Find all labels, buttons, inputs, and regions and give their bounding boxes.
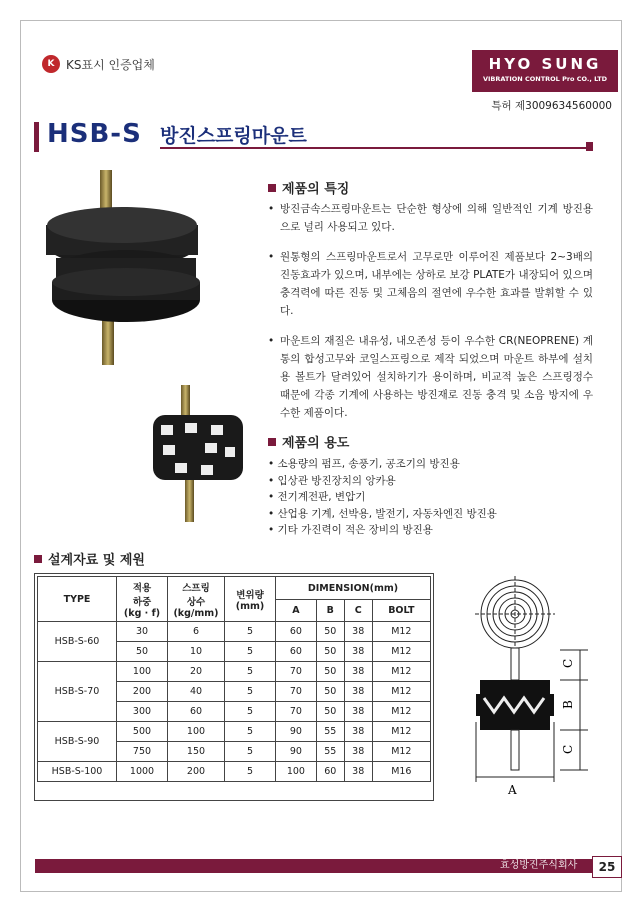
table-cell: 38 [344,702,372,722]
dimension-c-top: C [561,658,575,668]
table-cell: 20 [168,662,225,682]
uses-heading-text: 제품의 용도 [282,436,350,451]
col-disp [225,577,276,622]
table-cell: 50 [316,682,344,702]
dimension-c-bottom: C [561,744,575,754]
list-item: • 기타 가진력이 적은 장비의 방진용 [268,522,497,539]
page-number: 25 [592,856,622,878]
table-cell: M12 [372,722,430,742]
brand-subtitle: VIBRATION CONTROL Pro CO., LTD [482,75,608,83]
footer-company: 효성방진주식회사 [500,860,578,871]
title-underline [160,147,590,149]
dimension-b: B [561,700,575,709]
spec-heading-text: 설계자료 및 제원 [48,553,145,568]
table-cell: 50 [316,662,344,682]
type-cell: HSB-S-90 [38,722,117,762]
table-cell: 500 [117,722,168,742]
list-item: • 산업용 기계, 선박용, 발전기, 자동차엔진 방진용 [268,506,497,523]
disp-line-2: (mm) [235,600,265,612]
col-type: TYPE [38,577,117,622]
table-cell: 38 [344,622,372,642]
table-cell: 60 [276,642,317,662]
table-cell: 5 [225,642,276,662]
table-cell: 60 [168,702,225,722]
table-cell: 100 [276,762,317,782]
table-cell: 100 [117,662,168,682]
spring-line-3: (kg/mm) [173,607,219,619]
section-bullet-icon [268,184,276,192]
table-cell: 5 [225,622,276,642]
table-cell: 38 [344,762,372,782]
uses-heading [268,432,349,451]
technical-drawing [460,572,600,802]
ks-certification [42,55,155,73]
spec-heading [34,549,145,568]
col-load [117,577,168,622]
table-row [38,722,431,742]
table-cell: 38 [344,682,372,702]
title-line-end [586,142,593,151]
table-cell: 5 [225,762,276,782]
disp-line-1: 변위량 [236,589,264,601]
table-cell: M12 [372,642,430,662]
features-heading-text: 제품의 특징 [282,182,350,197]
load-line-3: (kg · f) [123,607,161,619]
table-cell: 5 [225,662,276,682]
table-cell: 90 [276,742,317,762]
spring-line-1: 스프링 [182,582,210,594]
table-cell: 150 [168,742,225,762]
table-cell: 5 [225,682,276,702]
product-name: 방진스프링마운트 [160,125,307,147]
table-cell: M16 [372,762,430,782]
type-cell: HSB-S-60 [38,622,117,662]
load-line-2: 하중 [132,596,152,608]
table-cell: 55 [316,722,344,742]
table-cell: 100 [168,722,225,742]
table-cell: 38 [344,662,372,682]
brand-box [472,50,618,92]
table-cell: 40 [168,682,225,702]
feature-text-2: 원통형의 스프링마운트로서 고무로만 이루어진 제품보다 2~3배의 진동효과가 있으며, 내부에는 상하로 보강 PLATE가 내장되어 있으며 충격력에 따른 진동 및 고체음의 절연에 우수한 효과를 발휘할 수 있다. [280,251,593,317]
table-cell: 1000 [117,762,168,782]
table-cell: 30 [117,622,168,642]
table-cell: 50 [316,702,344,722]
type-cell: HSB-S-70 [38,662,117,722]
list-item: • 소용량의 펌프, 송풍기, 공조기의 방진용 [268,456,497,473]
table-cell: 50 [316,622,344,642]
type-cell: HSB-S-100 [38,762,117,782]
table-cell: M12 [372,682,430,702]
table-cell: M12 [372,622,430,642]
table-cell: 60 [316,762,344,782]
table-cell: 300 [117,702,168,722]
table-cell: 200 [168,762,225,782]
list-item: • 전기계전판, 변압기 [268,489,497,506]
table-cell: 38 [344,742,372,762]
table-cell: 10 [168,642,225,662]
table-row [38,762,431,782]
table-cell: 750 [117,742,168,762]
feature-item: • 마운트의 재질은 내유성, 내오존성 등이 우수한 CR(NEOPRENE) 계통의 합성고무와 코일스프링으로 제작 되었으며 마운트 하부에 설치용 볼트가 달려있어 설치하기가 용이하며, 비교적 높은 스프링정수 때문에 각종 기계에 사용하는 방진재로 진동 충격 및 소음 방지에 우수한 제품이다. [268,332,593,422]
col-dimension: DIMENSION(mm) [276,577,431,600]
load-line-1: 적용 [132,582,152,594]
table-cell: 60 [276,622,317,642]
title-accent-bar [34,122,39,152]
table-cell: 70 [276,682,317,702]
table-cell: 200 [117,682,168,702]
uses-list [268,456,497,539]
list-item: • 입상관 방진장치의 앙카용 [268,473,497,490]
table-cell: 6 [168,622,225,642]
brand-title: HYO SUNG [488,55,602,73]
spec-table [37,576,431,782]
ks-text: KS표시 인증업체 [66,57,155,72]
table-cell: 5 [225,702,276,722]
table-cell: 38 [344,722,372,742]
product-code: HSB-S [47,119,142,149]
feature-item: • 원통형의 스프링마운트로서 고무로만 이루어진 제품보다 2~3배의 진동효과가 있으며, 내부에는 상하로 보강 PLATE가 내장되어 있으며 충격력에 따른 진동 및 고체음의 절연에 우수한 효과를 발휘할 수 있다. [268,248,593,320]
col-spring [168,577,225,622]
table-cell: M12 [372,702,430,722]
table-cell: 5 [225,722,276,742]
table-cell: 55 [316,742,344,762]
table-cell: 38 [344,642,372,662]
feature-text-1: 방진금속스프링마운트는 단순한 형상에 의해 일반적인 기계 방진용으로 널리 사용되고 있다. [280,203,593,233]
table-cell: 90 [276,722,317,742]
col-bolt: BOLT [372,600,430,622]
ks-logo-icon: K [42,55,60,73]
patent-number: 특허 제3009634560000 [491,100,612,112]
table-cell: M12 [372,742,430,762]
table-row [38,622,431,642]
section-bullet-icon [34,555,42,563]
product-photo-large [40,170,200,370]
feature-text-3: 마운트의 재질은 내유성, 내오존성 등이 우수한 CR(NEOPRENE) 계통의 합성고무와 코일스프링으로 제작 되었으며 마운트 하부에 설치용 볼트가 달려있어 설치하기가 용이하며, 비교적 높은 스프링정수 때문에 각종 기계에 사용하는 방진재로 진동 충격 및 소음 방지에 우수한 제품이다. [280,335,593,419]
col-a: A [276,600,317,622]
table-cell: M12 [372,662,430,682]
dimension-a: A [508,783,517,797]
table-cell: 70 [276,662,317,682]
table-cell: 50 [316,642,344,662]
table-cell: 50 [117,642,168,662]
table-cell: 5 [225,742,276,762]
feature-item: • 방진금속스프링마운트는 단순한 형상에 의해 일반적인 기계 방진용으로 널리 사용되고 있다. [268,200,593,236]
product-photo-cutaway [145,385,255,525]
section-bullet-icon [268,438,276,446]
table-cell: 70 [276,702,317,722]
col-c: C [344,600,372,622]
features-heading [268,178,349,197]
col-b: B [316,600,344,622]
spring-line-2: 상수 [186,596,206,608]
table-row [38,662,431,682]
